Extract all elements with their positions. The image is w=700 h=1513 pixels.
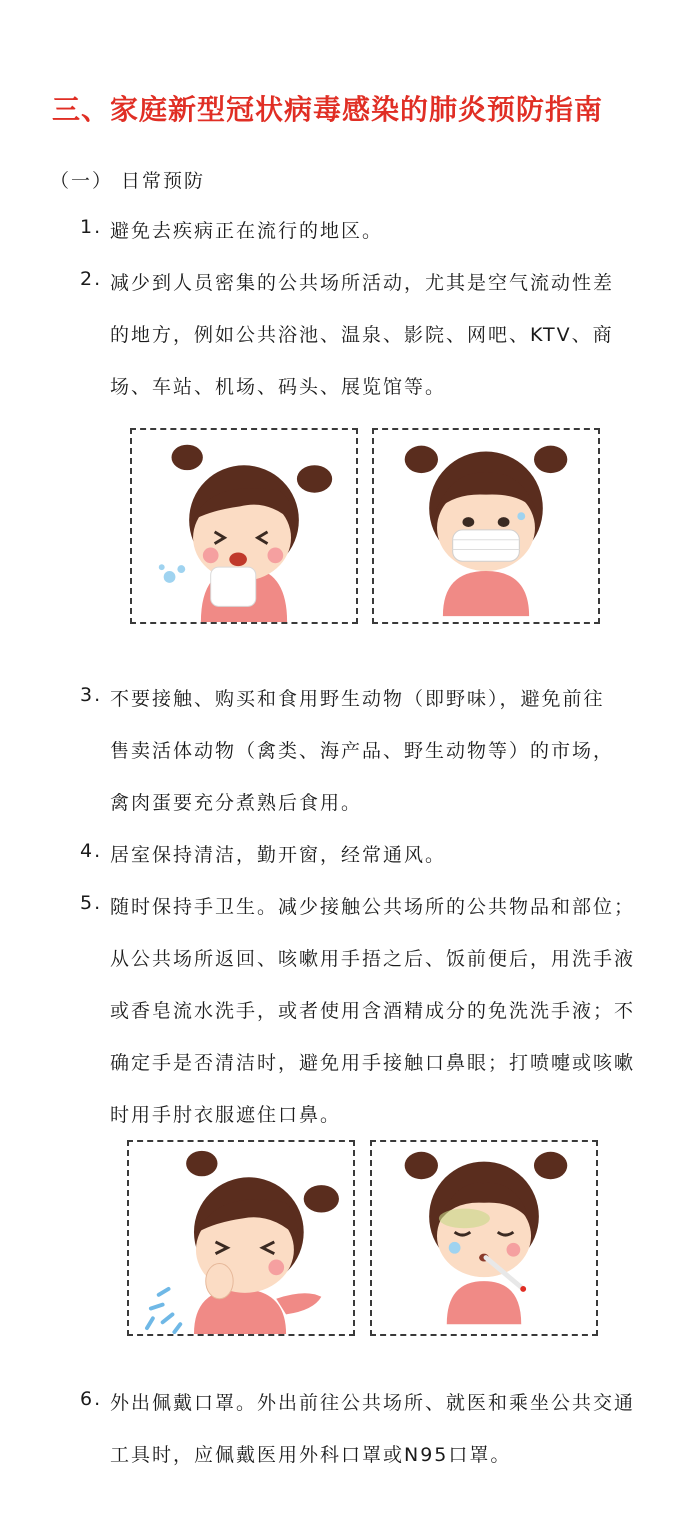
item-text-line: 从公共场所返回、咳嗽用手捂之后、饭前便后，用洗手液 <box>110 948 636 970</box>
item-number: 4. <box>80 840 103 862</box>
item-text-line: 不要接触、购买和食用野生动物（即野味），避免前往 <box>110 688 605 710</box>
item-text-line: 或香皂流水洗手，或者使用含酒精成分的免洗洗手液；不 <box>110 1000 636 1022</box>
section-heading: （一） 日常预防 <box>50 170 206 192</box>
illustration-sneezing-into-hand <box>127 1140 355 1336</box>
item-number: 5. <box>80 892 103 914</box>
item-number: 1. <box>80 216 103 238</box>
girl-sneezing-hand-icon <box>129 1142 353 1334</box>
item-text-line: 居室保持清洁，勤开窗，经常通风。 <box>110 844 447 866</box>
item-text-line: 的地方，例如公共浴池、温泉、影院、网吧、KTV、商 <box>110 324 614 346</box>
illustration-girl-with-mask <box>372 428 600 624</box>
page-title: 三、家庭新型冠状病毒感染的肺炎预防指南 <box>52 93 604 126</box>
item-text-line: 避免去疾病正在流行的地区。 <box>110 220 384 242</box>
item-text-line: 时用手肘衣服遮住口鼻。 <box>110 1104 342 1126</box>
item-text-line: 随时保持手卫生。减少接触公共场所的公共物品和部位； <box>110 896 636 918</box>
item-number: 6. <box>80 1388 103 1410</box>
item-text-line: 确定手是否清洁时，避免用手接触口鼻眼；打喷嚏或咳嗽 <box>110 1052 636 1074</box>
girl-sneezing-tissue-icon <box>132 430 356 622</box>
item-text-line: 外出佩戴口罩。外出前往公共场所、就医和乘坐公共交通 <box>110 1392 636 1414</box>
item-text-line: 减少到人员密集的公共场所活动，尤其是空气流动性差 <box>110 272 615 294</box>
item-number: 3. <box>80 684 103 706</box>
item-text-line: 场、车站、机场、码头、展览馆等。 <box>110 376 447 398</box>
girl-fever-thermometer-icon <box>372 1142 596 1334</box>
item-text-line: 工具时，应佩戴医用外科口罩或N95口罩。 <box>110 1444 512 1466</box>
item-text-line: 售卖活体动物（禽类、海产品、野生动物等）的市场， <box>110 740 615 762</box>
illustration-girl-with-thermometer <box>370 1140 598 1336</box>
illustration-sneezing-girl <box>130 428 358 624</box>
girl-wearing-mask-icon <box>374 430 598 622</box>
item-text-line: 禽肉蛋要充分煮熟后食用。 <box>110 792 363 814</box>
item-number: 2. <box>80 268 103 290</box>
